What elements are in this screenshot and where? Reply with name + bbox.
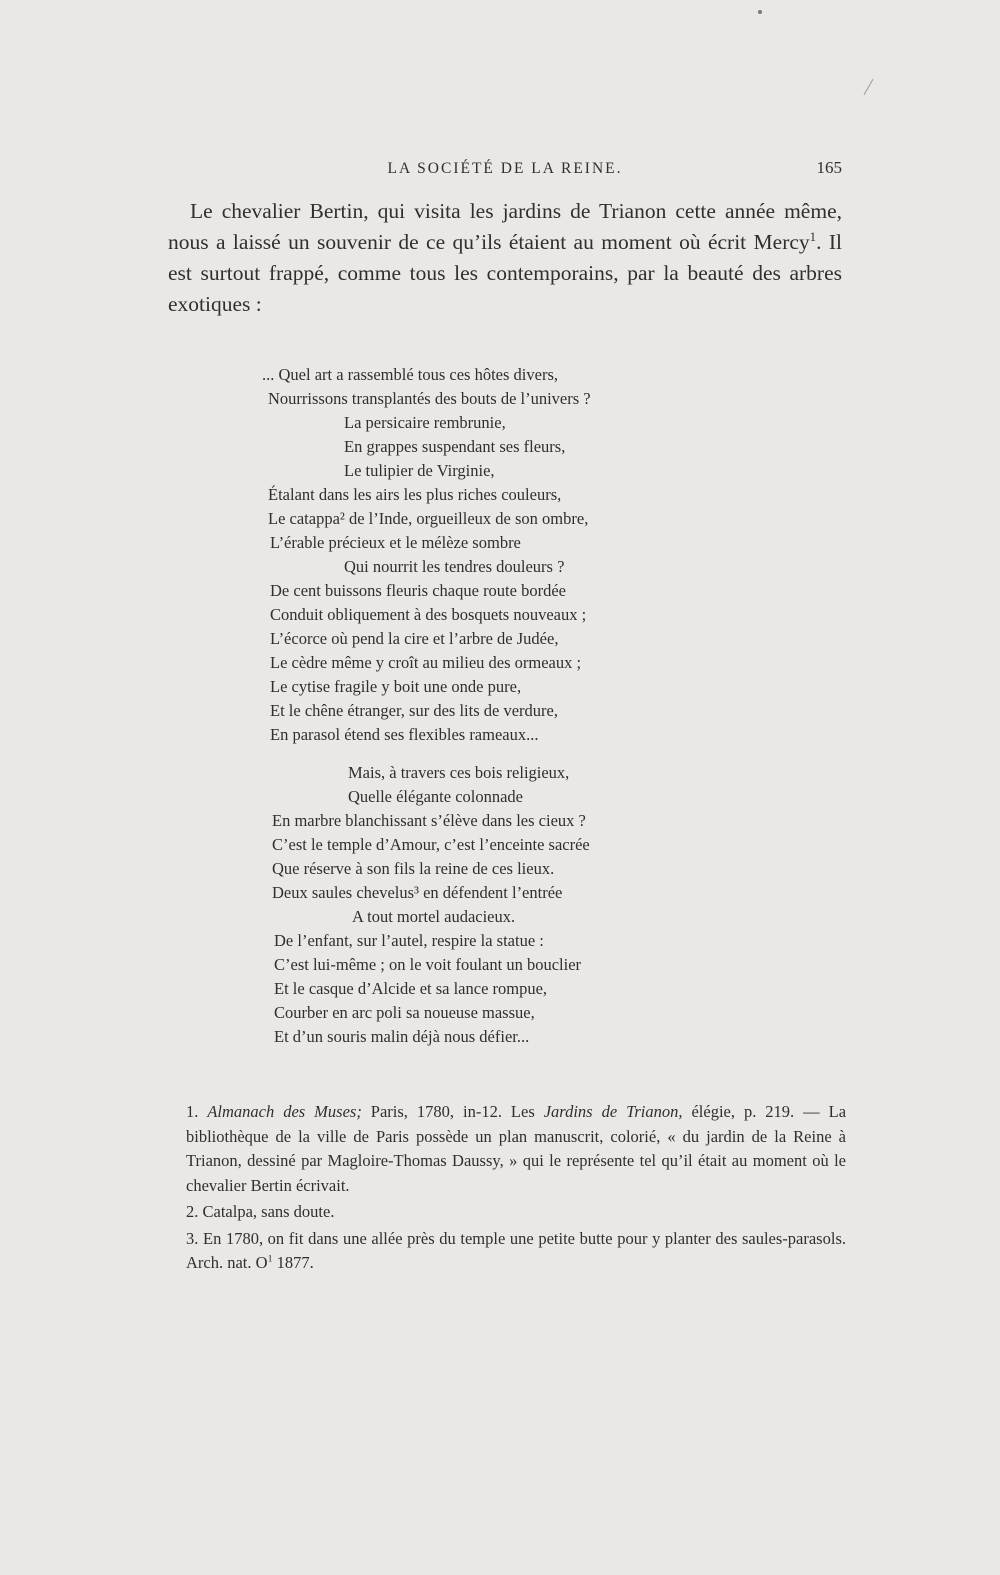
footnote-1-number: 1. xyxy=(186,1102,199,1121)
footnote-3-text-before: 3. En 1780, on fit dans une allée près du temple une petite butte pour y planter des saules-parasols. Arch. nat. O xyxy=(186,1228,846,1272)
poem-line: Nourrissons transplantés des bouts de l’univers ? xyxy=(268,389,591,408)
poem-line: La persicaire rembrunie, xyxy=(344,413,506,432)
footnote-1-text-2: élégie, p. 219. — La bibliothèque de la ville de Paris possède un plan manuscrit, colorié, « du jardin de la Reine à Trianon, dessiné par Magloire-Thomas Daussy, » qui le représente tel qu’il était au moment où le chevalier Bertin écrivait. xyxy=(186,1102,847,1195)
footnotes xyxy=(186,1100,846,1278)
intro-paragraph xyxy=(168,196,842,320)
poem-line: A tout mortel audacieux. xyxy=(352,907,516,926)
poem-line: Le tulipier de Virginie, xyxy=(344,461,495,480)
footnote-2: 2. Catalpa, sans doute. xyxy=(186,1202,335,1221)
poem-line: Le catappa² de l’Inde, orgueilleux de son ombre, xyxy=(268,509,589,528)
footnote-3-sup: 1 xyxy=(267,1253,273,1265)
poem-line: En marbre blanchissant s’élève dans les cieux ? xyxy=(272,811,586,830)
running-title: LA SOCIÉTÉ DE LA REINE. xyxy=(387,160,623,177)
page-header xyxy=(168,160,842,184)
speck-mark xyxy=(758,10,762,14)
poem-line: Courber en arc poli sa noueuse massue, xyxy=(274,1003,535,1022)
poem-line: De cent buissons fleuris chaque route bordée xyxy=(270,581,566,600)
poem-line: Et le chêne étranger, sur des lits de verdure, xyxy=(270,701,558,720)
footnote-1-text-1: Paris, 1780, in-12. Les xyxy=(361,1102,544,1121)
footnote-ref-1: 1 xyxy=(809,229,817,244)
footnote-3 xyxy=(186,1227,846,1276)
poem-line: Étalant dans les airs les plus riches couleurs, xyxy=(268,485,562,504)
poem-line: ... Quel art a rassemblé tous ces hôtes divers, xyxy=(262,365,559,384)
poem-line: Et le casque d’Alcide et sa lance rompue, xyxy=(274,979,548,998)
poem-line: L’écorce où pend la cire et l’arbre de Judée, xyxy=(270,629,559,648)
poem-line: Le cytise fragile y boit une onde pure, xyxy=(270,677,522,696)
footnote-1-title-1: Almanach des Muses; xyxy=(207,1102,362,1121)
poem-line: Deux saules chevelus³ en défendent l’entrée xyxy=(272,883,563,902)
footnote-3-text-after: 1877. xyxy=(272,1253,314,1272)
intro-text-before: Le chevalier Bertin, qui visita les jardins de Trianon cette année même, nous a laissé un souvenir de ce qu’ils étaient au moment où écrit Mercy xyxy=(168,199,842,254)
poem-line: C’est le temple d’Amour, c’est l’enceinte sacrée xyxy=(272,835,590,854)
page-number: 165 xyxy=(816,158,842,177)
footnote-1 xyxy=(186,1100,846,1198)
pencil-mark xyxy=(864,79,874,95)
footnote-1-title-2: Jardins de Trianon, xyxy=(543,1102,683,1121)
poem-line: Que réserve à son fils la reine de ces lieux. xyxy=(272,859,555,878)
poem-line: Le cèdre même y croît au milieu des ormeaux ; xyxy=(270,653,582,672)
poem-line: Et d’un souris malin déjà nous défier... xyxy=(274,1027,530,1046)
poem-line: C’est lui-même ; on le voit foulant un bouclier xyxy=(274,955,582,974)
poem-line: L’érable précieux et le mélèze sombre xyxy=(270,533,521,552)
intro-text-after: . Il est surtout frappé, comme tous les contemporains, par la beauté des arbres exotiques : xyxy=(168,230,842,316)
poem-line: Qui nourrit les tendres douleurs ? xyxy=(344,557,565,576)
poem-line: En grappes suspendant ses fleurs, xyxy=(344,437,566,456)
poem-line: En parasol étend ses flexibles rameaux... xyxy=(270,725,539,744)
poem-line: Conduit obliquement à des bosquets nouveaux ; xyxy=(270,605,587,624)
poem-line: De l’enfant, sur l’autel, respire la statue : xyxy=(274,931,544,950)
poem-line: Quelle élégante colonnade xyxy=(348,787,523,806)
poem-line: Mais, à travers ces bois religieux, xyxy=(348,763,570,782)
